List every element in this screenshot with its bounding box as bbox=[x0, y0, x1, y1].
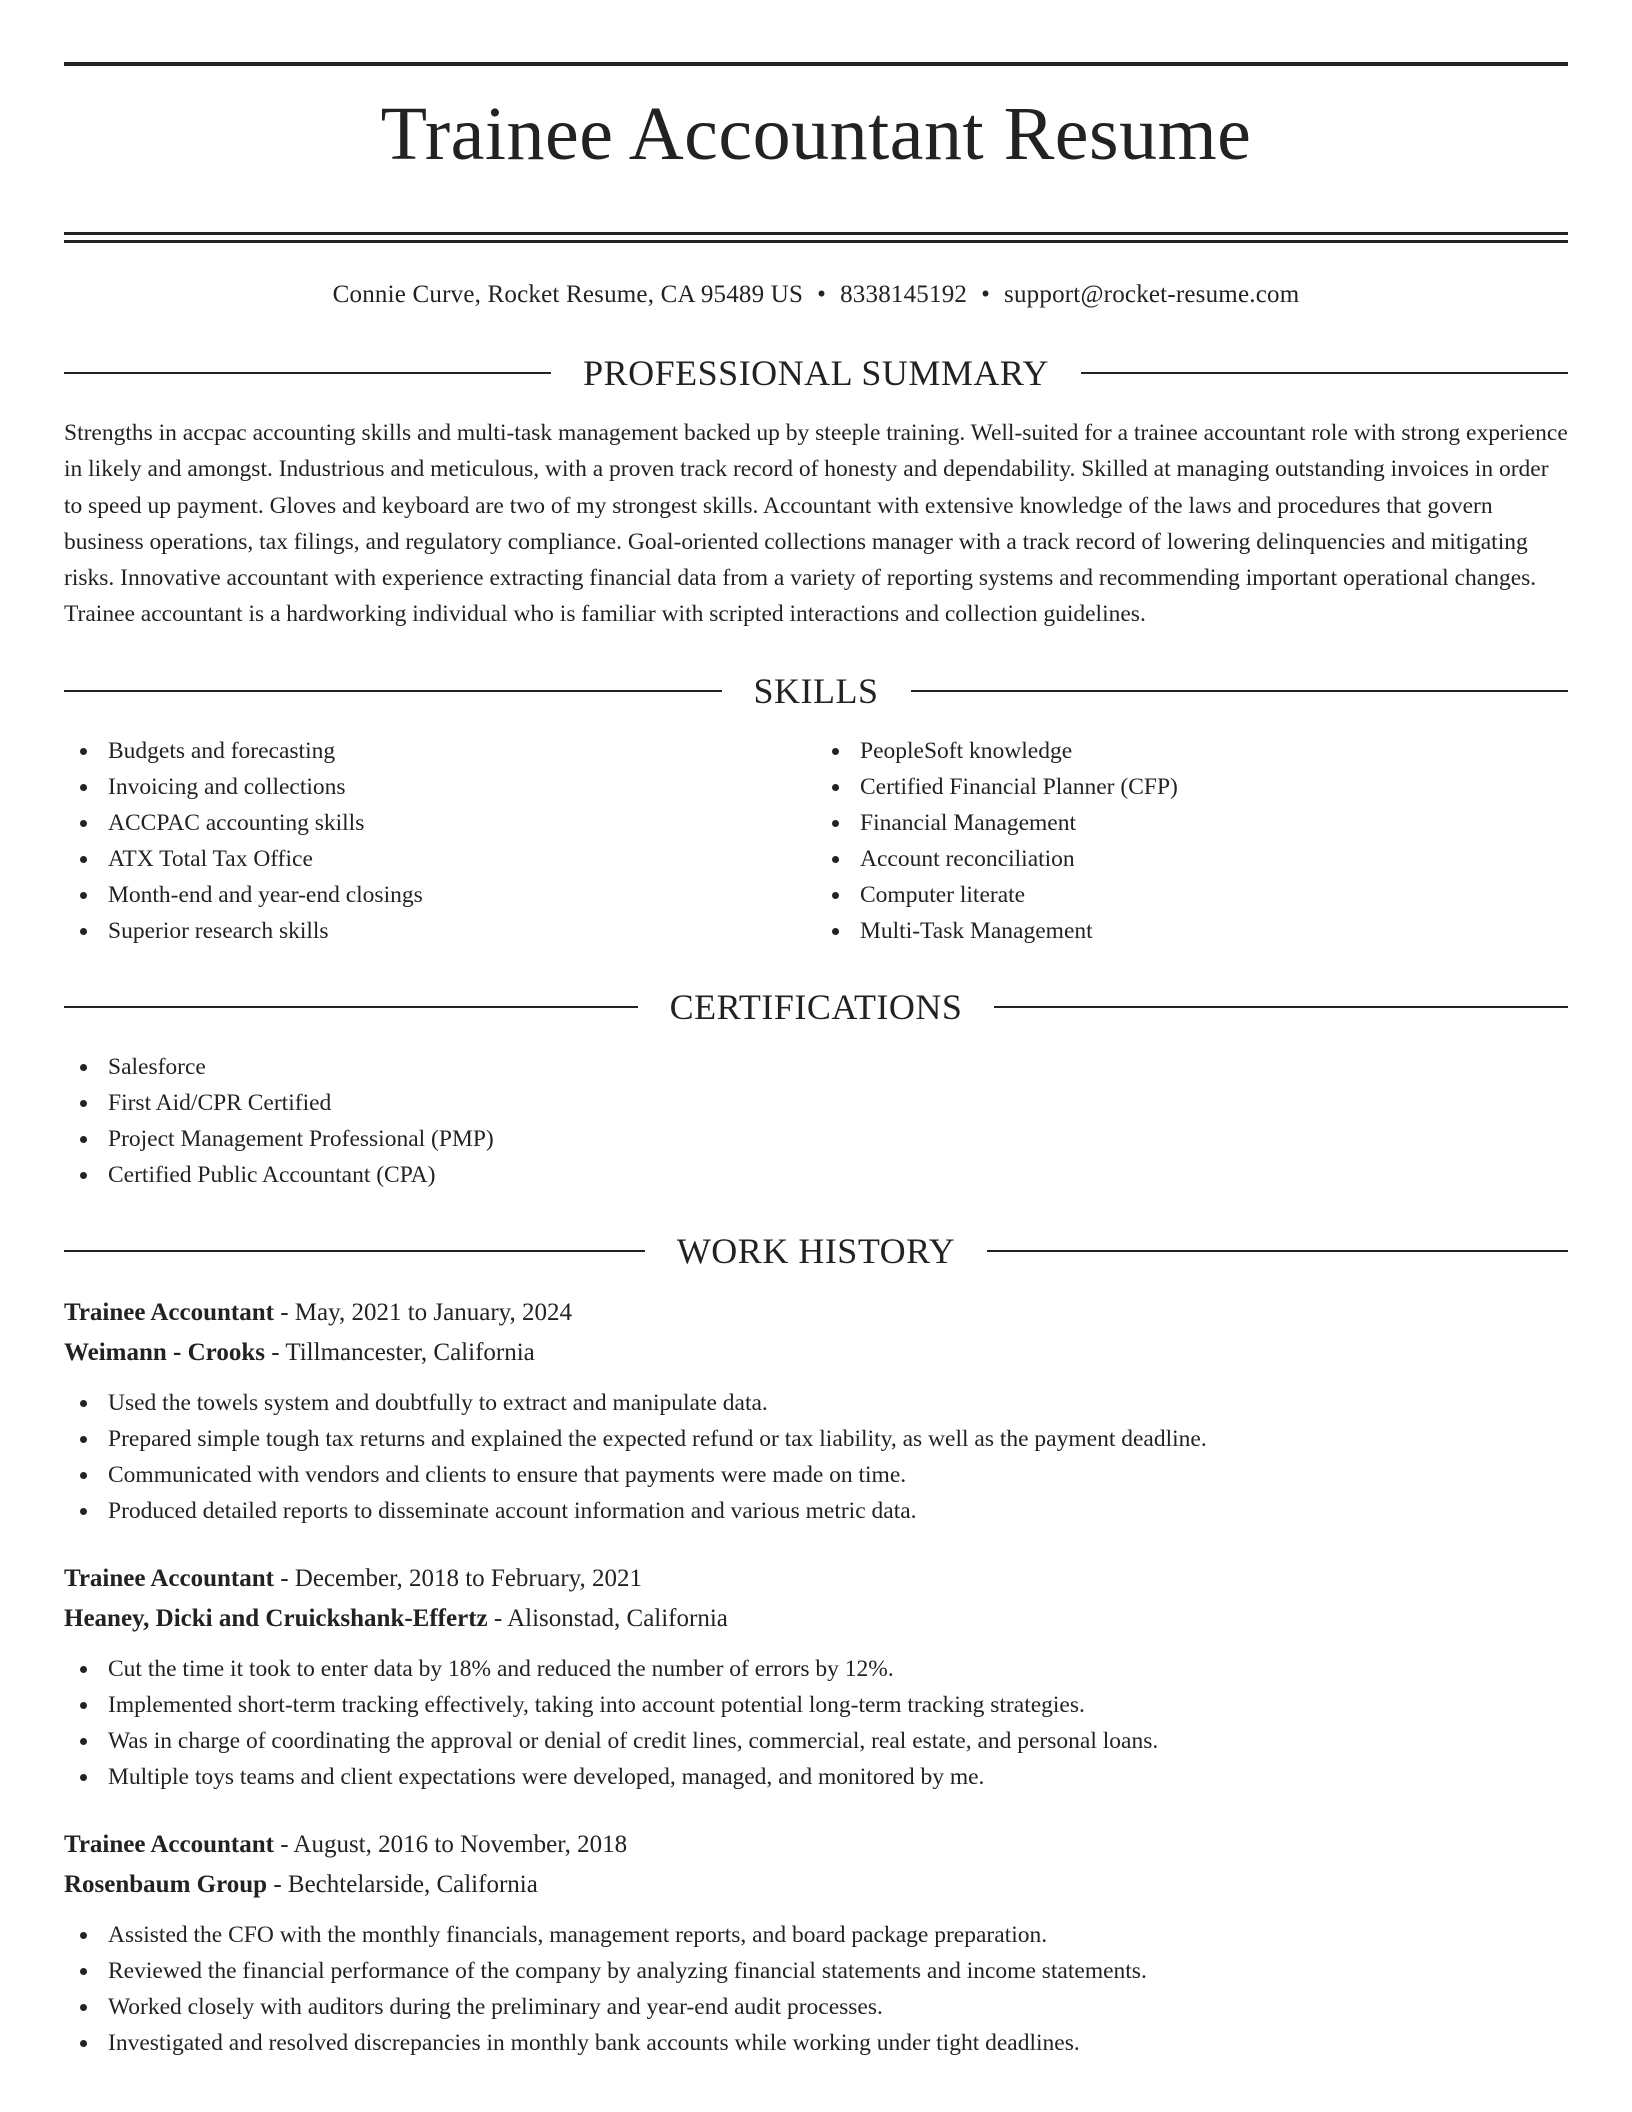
certifications-heading: CERTIFICATIONS bbox=[669, 986, 963, 1027]
skills-heading: SKILLS bbox=[753, 670, 879, 711]
section-rule-left bbox=[64, 372, 551, 374]
job-dates: May, 2021 to January, 2024 bbox=[294, 1298, 573, 1326]
section-header-skills bbox=[64, 671, 1568, 711]
job-company-line bbox=[64, 1333, 1568, 1373]
section-header-certifications bbox=[64, 987, 1568, 1027]
job-bullet: Assisted the CFO with the monthly financials, management reports, and board package preparation. bbox=[64, 1917, 1568, 1953]
skill-item: PeopleSoft knowledge bbox=[816, 733, 1568, 769]
section-rule-right bbox=[1081, 372, 1568, 374]
section-header-summary bbox=[64, 353, 1568, 393]
skill-item: Budgets and forecasting bbox=[64, 733, 816, 769]
contact-phone: 8338145192 bbox=[840, 281, 968, 308]
job-title: Trainee Accountant bbox=[64, 1298, 274, 1326]
job-company: Heaney, Dicki and Cruickshank-Effertz bbox=[64, 1604, 488, 1632]
job-dates: December, 2018 to February, 2021 bbox=[294, 1564, 643, 1592]
job-bullet: Worked closely with auditors during the preliminary and year-end audit processes. bbox=[64, 1989, 1568, 2025]
job-dash: - bbox=[280, 1564, 289, 1592]
job-bullet: Investigated and resolved discrepancies in monthly bank accounts while working under tight deadlines. bbox=[64, 2025, 1568, 2061]
skill-item: Superior research skills bbox=[64, 913, 816, 949]
job-title-line bbox=[64, 1559, 1568, 1599]
summary-heading: PROFESSIONAL SUMMARY bbox=[583, 353, 1049, 393]
skill-item: Certified Financial Planner (CFP) bbox=[816, 769, 1568, 805]
job-title: Trainee Accountant bbox=[64, 1564, 274, 1592]
skills-column-left bbox=[64, 733, 816, 949]
header-double-rule bbox=[64, 232, 1568, 243]
contact-separator: • bbox=[817, 281, 827, 308]
job-dash: - bbox=[493, 1604, 503, 1632]
contact-email: support@rocket-resume.com bbox=[1004, 281, 1300, 308]
job-company-line bbox=[64, 1599, 1568, 1639]
skills-list bbox=[64, 733, 1568, 949]
header-top-rule bbox=[64, 62, 1568, 66]
certification-item: Certified Public Accountant (CPA) bbox=[64, 1157, 1568, 1193]
section-rule-left bbox=[64, 1006, 638, 1008]
job-bullet: Prepared simple tough tax returns and explained the expected refund or tax liability, as well as the payment deadline. bbox=[64, 1421, 1568, 1457]
job-title: Trainee Accountant bbox=[64, 1830, 274, 1858]
job-location: Alisonstad, California bbox=[507, 1604, 728, 1632]
contact-line bbox=[64, 275, 1568, 315]
skill-item: Financial Management bbox=[816, 805, 1568, 841]
skill-item: Invoicing and collections bbox=[64, 769, 816, 805]
job-entry bbox=[64, 1825, 1568, 2061]
skill-item: ACCPAC accounting skills bbox=[64, 805, 816, 841]
job-entry bbox=[64, 1559, 1568, 1795]
job-title-line bbox=[64, 1825, 1568, 1865]
skills-column-right bbox=[816, 733, 1568, 949]
certification-item: First Aid/CPR Certified bbox=[64, 1085, 1568, 1121]
job-entry bbox=[64, 1293, 1568, 1529]
job-bullet: Multiple toys teams and client expectations were developed, managed, and monitored by me. bbox=[64, 1759, 1568, 1795]
section-rule-left bbox=[64, 690, 722, 692]
job-bullet: Used the towels system and doubtfully to extract and manipulate data. bbox=[64, 1385, 1568, 1421]
job-location: Bechtelarside, California bbox=[287, 1870, 538, 1898]
skill-item: ATX Total Tax Office bbox=[64, 841, 816, 877]
section-rule-right bbox=[911, 690, 1569, 692]
certification-item: Salesforce bbox=[64, 1049, 1568, 1085]
job-location: Tillmancester, California bbox=[285, 1338, 535, 1366]
certifications-list bbox=[64, 1049, 1568, 1193]
job-dash: - bbox=[280, 1830, 289, 1858]
certification-item: Project Management Professional (PMP) bbox=[64, 1121, 1568, 1157]
work-history-heading: WORK HISTORY bbox=[676, 1230, 956, 1271]
job-dash: - bbox=[273, 1870, 282, 1898]
contact-address: Connie Curve, Rocket Resume, CA 95489 US bbox=[332, 281, 804, 308]
job-bullets bbox=[64, 1385, 1568, 1529]
job-title-line bbox=[64, 1293, 1568, 1333]
section-rule-right bbox=[987, 1250, 1568, 1252]
section-header-work-history bbox=[64, 1231, 1568, 1271]
job-bullet: Cut the time it took to enter data by 18% and reduced the number of errors by 12%. bbox=[64, 1651, 1568, 1687]
job-bullet: Was in charge of coordinating the approval or denial of credit lines, commercial, real estate, and personal loans. bbox=[64, 1723, 1568, 1759]
job-company: Weimann - Crooks bbox=[64, 1338, 265, 1366]
summary-text: Strengths in accpac accounting skills and multi-task management backed up by steeple training. Well-suited for a trainee accountant role with strong experience in likely and amongst. Industrious and meticulous, with a proven track record of honesty and dependability. Skilled at managing outstanding invoices in order to speed up payment. Gloves and keyboard are two of my strongest skills. Accountant with extensive knowledge of the laws and procedures that govern business operations, tax filings, and regulatory compliance. Goal-oriented collections manager with a track record of lowering delinquencies and mitigating risks. Innovative accountant with experience extracting financial data from a variety of reporting systems and recommending important operational changes. Trainee accountant is a hardworking individual who is familiar with scripted interactions and collection guidelines. bbox=[64, 420, 1568, 628]
job-bullet: Communicated with vendors and clients to ensure that payments were made on time. bbox=[64, 1457, 1568, 1493]
job-bullet: Implemented short-term tracking effectively, taking into account potential long-term tracking strategies. bbox=[64, 1687, 1568, 1723]
section-rule-left bbox=[64, 1250, 645, 1252]
job-bullet: Produced detailed reports to disseminate account information and various metric data. bbox=[64, 1493, 1568, 1529]
job-company-line bbox=[64, 1865, 1568, 1905]
skill-item: Month-end and year-end closings bbox=[64, 877, 816, 913]
job-bullets bbox=[64, 1651, 1568, 1795]
job-company: Rosenbaum Group bbox=[64, 1870, 268, 1898]
skill-item: Account reconciliation bbox=[816, 841, 1568, 877]
section-rule-right bbox=[994, 1006, 1568, 1008]
skill-item: Computer literate bbox=[816, 877, 1568, 913]
job-bullets bbox=[64, 1917, 1568, 2061]
job-dash: - bbox=[280, 1298, 289, 1326]
contact-separator: • bbox=[981, 281, 991, 308]
skill-item: Multi-Task Management bbox=[816, 913, 1568, 949]
job-dates: August, 2016 to November, 2018 bbox=[293, 1830, 628, 1858]
job-bullet: Reviewed the financial performance of the company by analyzing financial statements and income statements. bbox=[64, 1953, 1568, 1989]
job-dash: - bbox=[271, 1338, 280, 1366]
resume-title: Trainee Accountant Resume bbox=[380, 92, 1252, 176]
